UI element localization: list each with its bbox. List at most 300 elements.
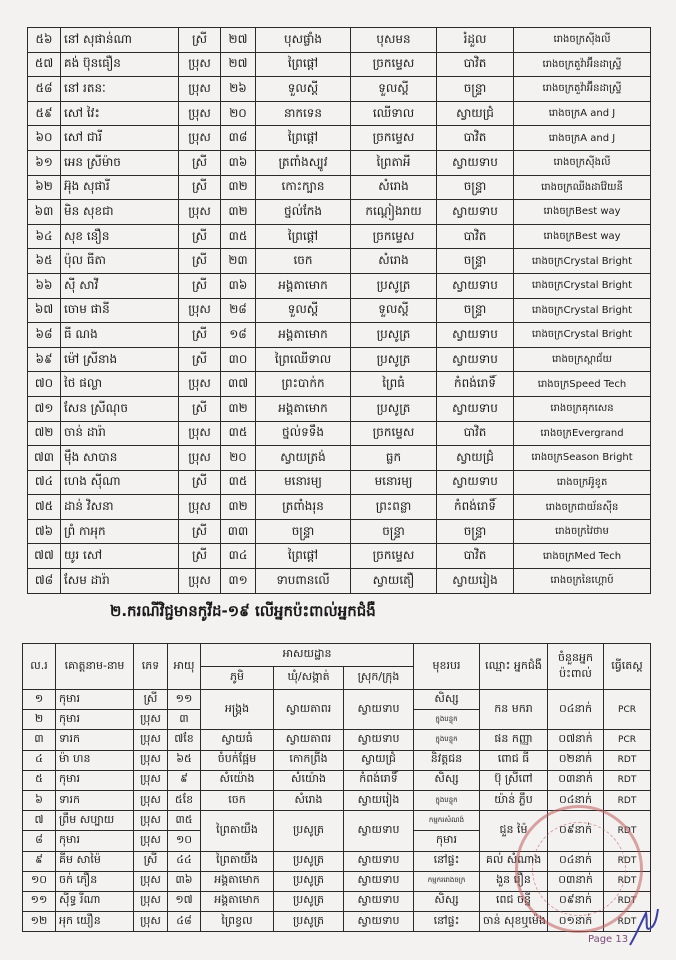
table-row — [28, 470, 651, 495]
cell-name: ចោម ផានី — [61, 298, 179, 323]
cell-no: ៩ — [23, 851, 56, 871]
cell-no: ៤ — [23, 750, 56, 770]
cell-district: កំពង់រោទិ៍ — [437, 495, 514, 520]
header-commune: ឃុំ/សង្កាត់ — [274, 667, 344, 690]
table-row — [28, 421, 651, 446]
cell-sex: ប្រុស — [134, 710, 168, 730]
cell-sex: ស្រី — [179, 519, 221, 544]
cell-sex: ប្រុស — [134, 831, 168, 851]
cell-sex: ស្រី — [179, 396, 221, 421]
cell-name: ហេង ស៊ីណា — [61, 470, 179, 495]
cell-no: ៥ — [23, 770, 56, 790]
cell-name: ដាន់ វិសនា — [61, 495, 179, 520]
cell-commune: ប្រសូត្រ — [351, 347, 437, 372]
cell-village: បុសផ្លាំង — [256, 28, 351, 53]
cell-commune: សំរោង — [351, 175, 437, 200]
cell-test: RDT — [604, 912, 651, 932]
cell-age: ៣៨ — [221, 126, 256, 151]
cell-factory: រោងចក្រA and J — [514, 126, 651, 151]
header-name: គោត្តនាម-នាម — [56, 644, 134, 690]
cell-age: ៣៥ — [221, 470, 256, 495]
cell-name: សែន ស្រីណុច — [61, 396, 179, 421]
cell-sex: ប្រុស — [179, 200, 221, 225]
cell-district: ស្វាយទាប — [437, 273, 514, 298]
table-row — [28, 396, 651, 421]
cell-age: ៣៥ — [221, 421, 256, 446]
cell-factory: រោងចក្រEvergrand — [514, 421, 651, 446]
cell-row-number: ៦៥ — [28, 249, 61, 274]
cell-district: បាវិត — [437, 52, 514, 77]
cell-name: យូរ សៅ — [61, 544, 179, 569]
header-patient: ឈ្មោះ អ្នកជំងឺ — [480, 644, 548, 690]
cell-patient: យ៉ាន់ ភ្លឹប — [480, 790, 548, 810]
cell-commune: ប្រសូត្រ — [351, 396, 437, 421]
header-contacts: ចំនួនអ្នក ប៉ះពាល់ — [548, 644, 604, 690]
cell-village: អង្គតាមោក — [256, 323, 351, 348]
cell-contacts: ០៣នាក់ — [548, 871, 604, 891]
cell-district: ស្វាយជ្រំ — [437, 101, 514, 126]
cell-commune: កណ្ដៀងរាយ — [351, 200, 437, 225]
cell-village: ព្រៃផ្ដៅ — [256, 224, 351, 249]
cell-row-number: ៧១ — [28, 396, 61, 421]
cell-district: ចន្ទ្រា — [437, 175, 514, 200]
cell-patient: កន មករា — [480, 690, 548, 730]
cell-age: ៥ខែ — [168, 790, 201, 810]
cell-occupation: នៅផ្ទះ — [414, 912, 480, 932]
cell-village: ព្រៃឈើទាល — [256, 347, 351, 372]
cell-factory: រោងចក្រនៃហ្គោប៍ — [514, 569, 651, 594]
table-row — [28, 446, 651, 471]
cell-name: គីម សាម៉ៃ — [56, 851, 134, 871]
cell-contacts: ០៤នាក់ — [548, 851, 604, 871]
cell-district: ស្វាយទាប — [344, 690, 414, 730]
cell-sex: ប្រុស — [179, 372, 221, 397]
cell-contacts: ០៤នាក់ — [548, 790, 604, 810]
cell-district: បាវិត — [437, 224, 514, 249]
cell-district: ស្វាយទាប — [344, 912, 414, 932]
cell-factory: រោងចក្រតួវ៉ាអ៊ីនដាស្ទ្រី — [514, 52, 651, 77]
cell-village: អង្គតាមោក — [256, 396, 351, 421]
cell-name: ម៉ឹង សាបាន — [61, 446, 179, 471]
cell-name: ម៉ៅ ស្រីនាង — [61, 347, 179, 372]
table-row — [28, 150, 651, 175]
cell-age: ២៨ — [221, 298, 256, 323]
cell-district: ចន្ទ្រា — [437, 249, 514, 274]
cell-no: ១២ — [23, 912, 56, 932]
cell-village: ទួលស្ដី — [256, 77, 351, 102]
cell-factory: រោងចក្រCrystal Bright — [514, 298, 651, 323]
cell-commune: បុសមន — [351, 28, 437, 53]
cell-age: ១១ — [168, 690, 201, 710]
cell-occupation: ក្នុងបន្ទុក — [414, 730, 480, 750]
cell-age: ៧ខែ — [168, 730, 201, 750]
cell-commune: ស្វាយតាពរ — [274, 730, 344, 750]
cell-sex: ស្រី — [179, 347, 221, 372]
table-row — [28, 77, 651, 102]
cell-village: ចេក — [256, 249, 351, 274]
cell-no: ៣ — [23, 730, 56, 750]
cell-village: ស្វាយត្រង់ — [256, 446, 351, 471]
cell-age: ៣២ — [221, 396, 256, 421]
cell-test: PCR — [604, 730, 651, 750]
cell-test: RDT — [604, 811, 651, 851]
cell-sex: ប្រុស — [179, 101, 221, 126]
cell-contacts: ០៩នាក់ — [548, 891, 604, 911]
cell-village: មនោរម្យ — [256, 470, 351, 495]
cell-commune: ច្រកម្ទេស — [351, 52, 437, 77]
cell-name: សុខ នឿន — [61, 224, 179, 249]
cell-patient: ពោជ ធី — [480, 750, 548, 770]
cell-sex: ប្រុស — [179, 569, 221, 594]
cell-row-number: ៦៤ — [28, 224, 61, 249]
cell-age: ៣៥ — [168, 811, 201, 831]
table-row — [28, 323, 651, 348]
cell-age: ៣៧ — [221, 372, 256, 397]
cell-row-number: ៧៣ — [28, 446, 61, 471]
cell-no: ៨ — [23, 831, 56, 851]
cell-district: ស្វាយទាប — [344, 851, 414, 871]
cell-district: ស្វាយទាប — [344, 811, 414, 851]
cell-name: ទារក — [56, 790, 134, 810]
table-row — [28, 347, 651, 372]
header-district: ស្រុក/ក្រុង — [344, 667, 414, 690]
cell-district: រំដួល — [437, 28, 514, 53]
cell-row-number: ៦៣ — [28, 200, 61, 225]
cell-patient: ជួន ម៉ៃ — [480, 811, 548, 851]
table-row — [23, 770, 651, 790]
cell-village: ស្វាយធំ — [201, 730, 274, 750]
cell-district: ចន្ទ្រា — [437, 77, 514, 102]
header-occupation: មុខរបរ — [414, 644, 480, 690]
cell-no: ១១ — [23, 891, 56, 911]
cell-row-number: ៦៧ — [28, 298, 61, 323]
cell-district: ស្វាយទាប — [344, 730, 414, 750]
cell-commune: ទួលស្ដី — [351, 298, 437, 323]
cell-village: ព្រៃផ្ដៅ — [256, 544, 351, 569]
cell-contacts: ០៤នាក់ — [548, 690, 604, 730]
section-title: ២.ករណីវិជ្ជមានកូវីដ-១៩ លើអ្នកប៉ះពាល់អ្នកជំងឺ — [110, 602, 376, 620]
cell-name: កុមារ — [56, 690, 134, 710]
cell-commune: ធ្លក — [351, 446, 437, 471]
cell-village: សំយ៉ោង — [201, 770, 274, 790]
cell-commune: ឈើទាល — [351, 101, 437, 126]
cell-name: ព្រឹម សប្បាយ — [56, 811, 134, 831]
cell-name: ស៊ី សាវី — [61, 273, 179, 298]
cell-age: ៣៣ — [221, 519, 256, 544]
cell-sex: ស្រី — [179, 323, 221, 348]
cell-age: ៣៦ — [168, 871, 201, 891]
table-row — [28, 28, 651, 53]
cell-sex: ប្រុស — [134, 912, 168, 932]
cell-age: ២០ — [221, 101, 256, 126]
cell-district: ចន្ទ្រា — [437, 519, 514, 544]
cell-factory: រោងចក្រវៃថាម — [514, 519, 651, 544]
cell-occupation: សិស្ស — [414, 770, 480, 790]
header-test: ធ្វើតេស្ត — [604, 644, 651, 690]
cell-row-number: ៦៦ — [28, 273, 61, 298]
cell-age: ១៧ — [168, 891, 201, 911]
cell-district: ស្វាយទាប — [437, 150, 514, 175]
cell-commune: ប្រសូត្រ — [351, 323, 437, 348]
cell-age: ៣២ — [221, 175, 256, 200]
cell-district: បាវិត — [437, 544, 514, 569]
cell-sex: ស្រី — [134, 690, 168, 710]
cell-sex: ស្រី — [134, 851, 168, 871]
cell-commune: ច្រកម្ទេស — [351, 224, 437, 249]
table-row — [28, 298, 651, 323]
header-no: ល.រ — [23, 644, 56, 690]
cell-sex: ស្រី — [179, 470, 221, 495]
cell-factory: រោងចក្រគុកសេន — [514, 396, 651, 421]
cell-village: ត្រពាំងស្បូវ — [256, 150, 351, 175]
cell-test: RDT — [604, 891, 651, 911]
cell-commune: ស្វាយតាពរ — [274, 690, 344, 730]
table-row — [28, 200, 651, 225]
header-sex: ភេទ — [134, 644, 168, 690]
table-row — [23, 790, 651, 810]
cell-row-number: ៧៦ — [28, 519, 61, 544]
cell-factory: រោងចក្រស្ពាជ័យ — [514, 347, 651, 372]
cell-no: ១០ — [23, 871, 56, 891]
cell-commune: ព្រៃធំ — [351, 372, 437, 397]
cell-row-number: ៧០ — [28, 372, 61, 397]
cell-name: ថៃ ផល្លា — [61, 372, 179, 397]
cell-village: ថ្នល់កែង — [256, 200, 351, 225]
cell-name: មិន សុខជា — [61, 200, 179, 225]
cell-name: ចាន់ ដារ៉ា — [61, 421, 179, 446]
cell-village: ចំបក់ផ្អែម — [201, 750, 274, 770]
cell-village: ថ្នល់ទទឹង — [256, 421, 351, 446]
cell-age: ៣០ — [221, 347, 256, 372]
cell-factory: រោងចក្រអ៊ូខូត — [514, 470, 651, 495]
table-row — [28, 519, 651, 544]
cell-sex: ប្រុស — [134, 730, 168, 750]
cell-commune: ប្រសូត្រ — [274, 871, 344, 891]
cell-district: ចន្ទ្រា — [437, 298, 514, 323]
cell-sex: ប្រុស — [179, 52, 221, 77]
cell-patient: ងួន រឿន — [480, 871, 548, 891]
cell-commune: ចន្ទ្រា — [351, 519, 437, 544]
cell-sex: ប្រុស — [179, 495, 221, 520]
cell-name: ធី ណង — [61, 323, 179, 348]
cell-sex: ប្រុស — [134, 871, 168, 891]
cell-age: ៣៤ — [221, 544, 256, 569]
cell-row-number: ៥៦ — [28, 28, 61, 53]
cell-district: ស្វាយទាប — [437, 200, 514, 225]
cell-age: ៤៨ — [168, 912, 201, 932]
cell-factory: រោងចក្រស៊ីងលី — [514, 28, 651, 53]
cell-sex: ប្រុស — [134, 770, 168, 790]
cell-patient: ប៊ុ ស្រីពៅ — [480, 770, 548, 790]
cell-sex: ស្រី — [179, 224, 221, 249]
header-address: អាសយដ្ឋាន — [201, 644, 414, 667]
cell-name: សៅ វៃះ — [61, 101, 179, 126]
cell-commune: ប្រសូត្រ — [274, 851, 344, 871]
cell-age: ៣៥ — [221, 224, 256, 249]
official-stamp — [515, 805, 643, 933]
cell-age: ៩ — [168, 770, 201, 790]
cell-name: សៅ ជារី — [61, 126, 179, 151]
cell-no: ១ — [23, 690, 56, 710]
cell-row-number: ៧៨ — [28, 569, 61, 594]
cell-contacts: ០៣នាក់ — [548, 770, 604, 790]
cell-district: ស្វាយទាប — [344, 871, 414, 891]
cell-patient: ពេជ ចន្នី — [480, 891, 548, 911]
cell-sex: ស្រី — [179, 544, 221, 569]
cell-district: កំពង់រោទិ៍ — [437, 372, 514, 397]
cell-test: RDT — [604, 851, 651, 871]
cell-commune: ប្រសូត្រ — [274, 891, 344, 911]
cell-factory: រោងចក្រជាយ័នស៊ីន — [514, 495, 651, 520]
cell-age: ៣២ — [221, 200, 256, 225]
cell-factory: រោងចក្រA and J — [514, 101, 651, 126]
cell-no: ៧ — [23, 811, 56, 831]
cell-occupation: នៅផ្ទះ — [414, 851, 480, 871]
cell-village: អង្គតាមោក — [201, 891, 274, 911]
page-number: Page 13 — [588, 934, 629, 945]
cell-district: ស្វាយទាប — [344, 891, 414, 911]
cell-name: កុមារ — [56, 710, 134, 730]
table-row — [28, 495, 651, 520]
cell-commune: ស្វាយតឿ — [351, 569, 437, 594]
table-row — [28, 544, 651, 569]
cell-name: កុមារ — [56, 770, 134, 790]
table-row — [28, 569, 651, 594]
cell-occupation: និវត្តជន — [414, 750, 480, 770]
table-row — [28, 273, 651, 298]
cell-age: ៦៥ — [168, 750, 201, 770]
cell-age: ៣ — [168, 710, 201, 730]
table-row — [23, 690, 651, 710]
cell-commune: ច្រកម្ទេស — [351, 544, 437, 569]
cell-factory: រោងចក្រឈីងដាវ៉ែយនី — [514, 175, 651, 200]
cell-sex: ស្រី — [179, 28, 221, 53]
cell-sex: ប្រុស — [134, 811, 168, 831]
cell-no: ៦ — [23, 790, 56, 810]
cell-row-number: ៦១ — [28, 150, 61, 175]
cell-district: ស្វាយទាប — [437, 323, 514, 348]
cell-commune: ប្រសូត្រ — [274, 811, 344, 851]
cell-commune: ប្រសូត្រ — [351, 273, 437, 298]
cell-commune: ព្រៃតាអី — [351, 150, 437, 175]
cell-test: PCR — [604, 690, 651, 730]
cell-test: RDT — [604, 871, 651, 891]
cell-row-number: ៧៤ — [28, 470, 61, 495]
cell-name: ចក់ ភឿន — [56, 871, 134, 891]
cell-sex: ប្រុស — [179, 446, 221, 471]
cell-occupation: សិស្ស — [414, 891, 480, 911]
table-row — [28, 52, 651, 77]
cell-patient: ផន កញ្ញា — [480, 730, 548, 750]
cell-district: ស្វាយទាប — [437, 470, 514, 495]
cell-patient: ចាន់ សុខឬម៉េង — [480, 912, 548, 932]
cell-commune: មនោរម្យ — [351, 470, 437, 495]
cell-factory: រោងចក្រBest way — [514, 200, 651, 225]
cell-commune: ប្រសូត្រ — [274, 912, 344, 932]
cell-row-number: ៥៩ — [28, 101, 61, 126]
cell-row-number: ៥៨ — [28, 77, 61, 102]
cell-village: ត្រពាំងរុន — [256, 495, 351, 520]
cell-occupation: កម្មករសំណង់ — [414, 811, 480, 831]
cell-name: អុក យឿន — [56, 912, 134, 932]
cell-commune: សំយ៉ោង — [274, 770, 344, 790]
cell-sex: ស្រី — [179, 150, 221, 175]
cell-patient: គល់ សំណាង — [480, 851, 548, 871]
table-row — [28, 372, 651, 397]
cell-village: ចេក — [201, 790, 274, 810]
cell-occupation: កម្មកររោងចក្រ — [414, 871, 480, 891]
cell-district: ស្វាយទាប — [437, 396, 514, 421]
cell-district: ស្វាយជ្រំ — [344, 750, 414, 770]
table-row — [28, 224, 651, 249]
cell-row-number: ៧៧ — [28, 544, 61, 569]
cell-district: កំពង់រោទិ៍ — [344, 770, 414, 790]
cell-factory: រោងចក្រSeason Bright — [514, 446, 651, 471]
cell-contacts: ០៩នាក់ — [548, 811, 604, 851]
cell-village: អង្គតាមោក — [256, 273, 351, 298]
cell-factory: រោងចក្រCrystal Bright — [514, 323, 651, 348]
cell-name: ម៉ា ហន — [56, 750, 134, 770]
cell-factory: រោងចក្រBest way — [514, 224, 651, 249]
cell-factory: រោងចក្រCrystal Bright — [514, 273, 651, 298]
cell-district: បាវិត — [437, 421, 514, 446]
header-age: អាយុ — [168, 644, 201, 690]
cell-no: ២ — [23, 710, 56, 730]
cell-occupation: សិស្ស — [414, 690, 480, 710]
signature-icon — [626, 905, 660, 951]
cell-age: ១០ — [168, 831, 201, 851]
cell-commune: ច្រកម្ទេស — [351, 126, 437, 151]
cell-factory: រោងចក្រMed Tech — [514, 544, 651, 569]
cell-village: ព្រៃតាយឹង — [201, 851, 274, 871]
cell-factory: រោងចក្រស៊ីងលី — [514, 150, 651, 175]
table-row — [28, 175, 651, 200]
cell-name: នៅ រតនៈ — [61, 77, 179, 102]
cell-name: ទារក — [56, 730, 134, 750]
cell-commune: កោកព្រីង — [274, 750, 344, 770]
cell-occupation: កុមារ — [414, 831, 480, 851]
cell-commune: ទួលស្ដី — [351, 77, 437, 102]
cell-commune: សំរោង — [274, 790, 344, 810]
cell-test: RDT — [604, 790, 651, 810]
cell-contacts: ០២នាក់ — [548, 750, 604, 770]
cell-sex: ប្រុស — [179, 126, 221, 151]
cell-name: កុមារ — [56, 831, 134, 851]
cell-age: ២៦ — [221, 77, 256, 102]
cell-name: ប៉ុល ធីតា — [61, 249, 179, 274]
cell-village: ព្រៃផ្ដៅ — [256, 126, 351, 151]
cell-village: ទាបពានលើ — [256, 569, 351, 594]
cell-row-number: ៥៧ — [28, 52, 61, 77]
cell-name: ព្រំ កាអុក — [61, 519, 179, 544]
cell-age: ២៧ — [221, 52, 256, 77]
cell-village: នាកទេន — [256, 101, 351, 126]
cell-occupation: ក្នុងបន្ទុក — [414, 790, 480, 810]
cell-district: ស្វាយរៀង — [344, 790, 414, 810]
cell-district: ស្វាយជ្រំ — [437, 446, 514, 471]
cell-contacts: ០១នាក់ — [548, 912, 604, 932]
table-row — [28, 101, 651, 126]
cell-age: ២៧ — [221, 28, 256, 53]
cell-village: ព្រះបាក់ក — [256, 372, 351, 397]
header-village: ភូមិ — [201, 667, 274, 690]
factory-cases-table — [27, 27, 651, 594]
cell-district: ស្វាយរៀង — [437, 569, 514, 594]
table-row — [23, 730, 651, 750]
cell-age: ៣៦ — [221, 273, 256, 298]
cell-commune: ព្រះពន្លា — [351, 495, 437, 520]
cell-village: ព្រៃខ្វល — [201, 912, 274, 932]
